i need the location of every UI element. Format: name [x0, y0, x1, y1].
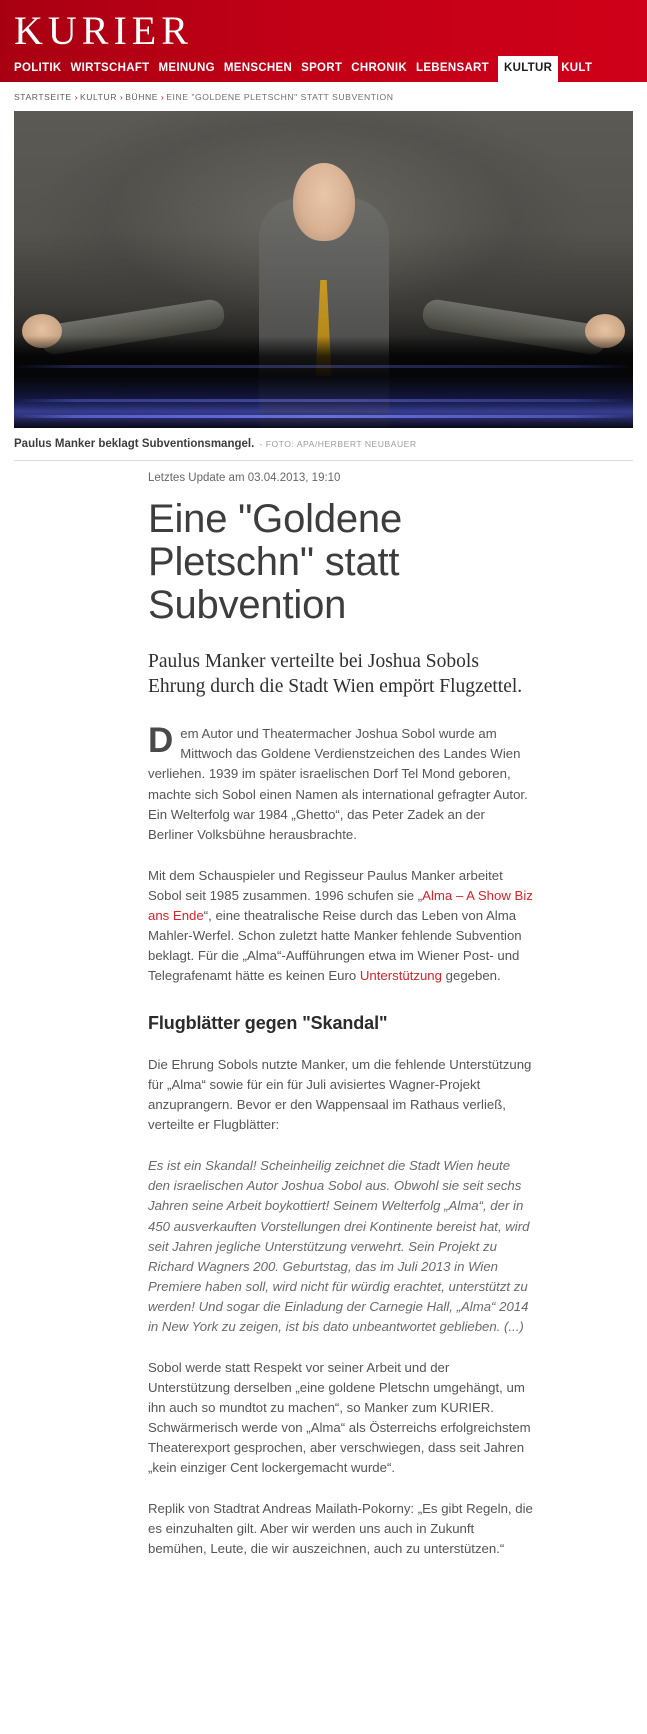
- article-body: [148, 461, 548, 1608]
- nav-item-kult[interactable]: KULT: [561, 62, 593, 74]
- breadcrumb-item-kultur[interactable]: KULTUR: [79, 92, 117, 102]
- article-bottom-spacer: [148, 1559, 534, 1607]
- breadcrumb-item-current: EINE "GOLDENE PLETSCHN" STATT SUBVENTION: [166, 92, 394, 102]
- article-lead: Paulus Manker verteilte bei Joshua Sobols Ehrung durch die Stadt Wien empört Flugzettel.: [148, 650, 523, 698]
- nav-item-menschen[interactable]: MENSCHEN: [223, 62, 293, 74]
- last-update-timestamp: Letztes Update am 03.04.2013, 19:10: [148, 471, 341, 484]
- hero-figure-head: [293, 163, 355, 241]
- hero-stage-light-stripe: [14, 365, 633, 368]
- breadcrumb-item-buehne[interactable]: BÜHNE: [125, 92, 159, 102]
- link-unterstuetzung[interactable]: Unterstützung: [359, 968, 442, 984]
- site-logo[interactable]: KURIER: [14, 8, 193, 53]
- breadcrumb: [0, 82, 647, 111]
- image-caption-credit: - FOTO: APA/HERBERT NEUBAUER: [259, 439, 417, 449]
- page-title: Eine "Goldene Pletschn" statt Subvention: [148, 496, 403, 628]
- hero-image: [14, 111, 633, 428]
- nav-item-politik[interactable]: POLITIK: [14, 62, 62, 74]
- hero-image-wrapper: [0, 111, 647, 428]
- main-navigation: [0, 56, 647, 82]
- article-paragraph-1: Dem Autor und Theatermacher Joshua Sobol wurde am Mittwoch das Goldene Verdienstzeichen des Landes Wien verliehen. 1939 im später israelischen Dorf Tel Mond geboren, machte sich Sobol einen Namen als international gefragter Autor. Ein Welterfolg war 1984 „Ghetto“, das Peter Zadek an der Berliner Volksbühne herausbrachte.: [148, 721, 528, 842]
- breadcrumb-separator-icon: ›: [161, 93, 165, 102]
- link-alma-show-biz[interactable]: Alma – A Show Biz ans Ende: [148, 887, 533, 923]
- article-paragraph-3: Die Ehrung Sobols nutzte Manker, um die fehlende Unterstützung für „Alma“ sowie für ein für Juli avisiertes Wagner-Projekt anzuprangern. Bevor er den Wappensaal im Rathaus verließ, verteilte er Flugblätter:: [148, 1057, 532, 1133]
- paragraph-2-text-part-3: gegeben.: [441, 968, 501, 984]
- nav-item-wirtschaft[interactable]: WIRTSCHAFT: [70, 62, 150, 74]
- paragraph-2-text-part-1: Mit dem Schauspieler und Regisseur Paulus Manker arbeitet Sobol seit 1985 zusammen. 1996 schufen sie „: [148, 867, 503, 903]
- nav-item-sport[interactable]: SPORT: [301, 62, 343, 74]
- image-caption: [0, 428, 647, 452]
- nav-item-meinung[interactable]: MEINUNG: [158, 62, 215, 74]
- hero-stage-light-stripe: [14, 399, 633, 402]
- article-paragraph-2: [148, 866, 534, 986]
- paragraph-2-text-part-2: “, eine theatralische Reise durch das Leben von Alma Mahler-Werfel. Schon zuletzt hatte Manker fehlende Subvention beklagt. Für die „Alma“-Aufführungen etwa im Wiener Post- und Telegrafenamt hätte es keinen Euro: [148, 907, 522, 984]
- breadcrumb-item-startseite[interactable]: STARTSEITE: [14, 92, 72, 102]
- hero-stage-light-stripe: [14, 415, 633, 418]
- article-pullquote: Es ist ein Skandal! Scheinheilig zeichnet die Stadt Wien heute den israelischen Autor Joshua Sobol aus. Obwohl sie seit sechs Jahren seine Arbeit boykottiert! Seinem Welterfolg „Alma“, der in 450 ausverkauften Vorstellungen drei Kontinente bereist hat, wird seit Jahren jegliche Unterstützung verwehrt. Sein Projekt zu Richard Wagners 200. Geburtstag, das im Juli 2013 in Wien Premiere haben soll, wird nicht für würdig erachtet, unterstützt zu werden! Und sogar die Einladung der Carnegie Hall, „Alma“ 2014 in New York zu zeigen, ist bis dato unbeantwortet geblieben. (...): [148, 1158, 530, 1334]
- article-subheading: Flugblätter gegen "Skandal": [148, 1013, 388, 1034]
- nav-item-kultur[interactable]: KULTUR: [498, 56, 558, 82]
- breadcrumb-separator-icon: ›: [119, 93, 124, 102]
- article-paragraph-4: Sobol werde statt Respekt vor seiner Arbeit und der Unterstützung derselben „eine goldene Pletschn umgehängt, um ihn auch so mundtot zu machen“, so Manker zum KURIER. Schwärmerisch werde von „Alma“ als Österreichs erfolgreichstem Theaterexport gesprochen, aber verschwiegen, dass seit Jahren „kein einziger Cent lockergemacht wurde“.: [148, 1359, 531, 1476]
- article-paragraph-5: Replik von Stadtrat Andreas Mailath-Pokorny: „Es gibt Regeln, die es einzuhalten gilt. Aber wir werden uns auch in Zukunft bemühen, Leute, die wir auszeichnen, auch zu unterstützen.“: [148, 1501, 533, 1557]
- image-caption-text: Paulus Manker beklagt Subventionsmangel.: [14, 438, 255, 450]
- site-masthead: [0, 0, 647, 82]
- nav-item-chronik[interactable]: CHRONIK: [351, 62, 407, 74]
- nav-item-lebensart[interactable]: LEBENSART: [416, 62, 489, 74]
- breadcrumb-separator-icon: ›: [74, 93, 78, 102]
